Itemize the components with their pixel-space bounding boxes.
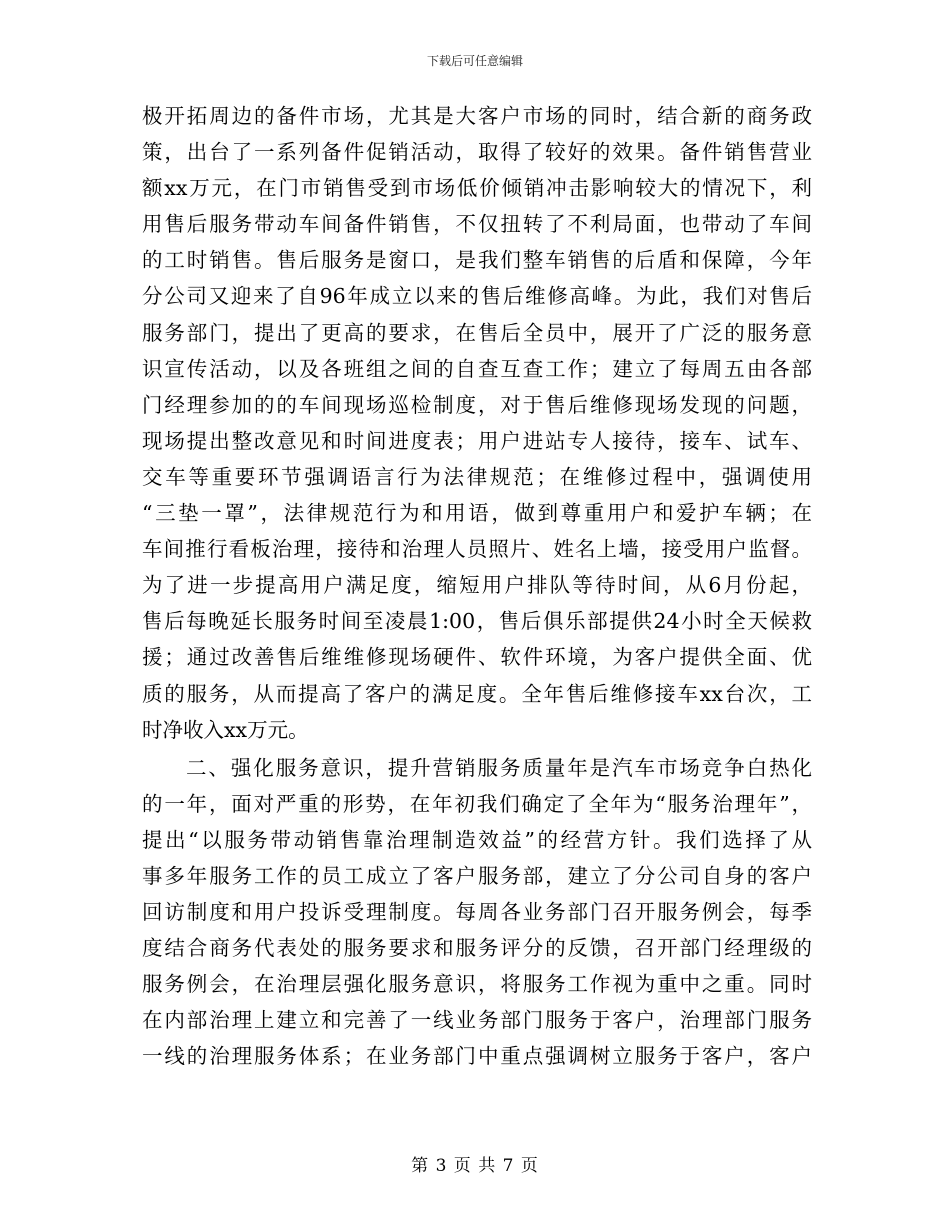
text-line: 在内部治理上建立和完善了一线业务部门服务于客户，治理部门服务 <box>142 1008 812 1033</box>
text-line: 援；通过改善售后维维修现场硬件、软件环境，为客户提供全面、优 <box>142 645 812 670</box>
text-line: 服务部门，提出了更高的要求，在售后全员中，展开了广泛的服务意 <box>142 320 812 345</box>
text-line: “三垫一罩”，法律规范行为和用语，做到尊重用户和爱护车辆；在 <box>142 501 812 526</box>
text-line: 二、强化服务意识，提升营销服务质量年是汽车市场竞争白热化 <box>186 755 812 780</box>
text-line: 售后每晚延长服务时间至凌晨1:00，售后俱乐部提供24小时全天候救 <box>142 609 812 634</box>
text-line: 事多年服务工作的员工成立了客户服务部，建立了分公司自身的客户 <box>142 863 812 888</box>
text-line: 现场提出整改意见和时间进度表；用户进站专人接待，接车、试车、 <box>142 428 812 453</box>
paragraph-2 <box>142 750 812 1075</box>
text-line: 车间推行看板治理，接待和治理人员照片、姓名上墙，接受用户监督。 <box>142 537 812 562</box>
text-line: 交车等重要环节强调语言行为法律规范；在维修过程中，强调使用 <box>142 464 812 489</box>
text-line: 门经理参加的的车间现场巡检制度，对于售后维修现场发现的问题， <box>142 392 812 417</box>
text-line: 提出“以服务带动销售靠治理制造效益”的经营方针。我们选择了从 <box>142 827 812 852</box>
text-line: 用售后服务带动车间备件销售，不仅扭转了不利局面，也带动了车间 <box>142 212 812 237</box>
paragraph-1 <box>142 98 812 748</box>
text-line: 回访制度和用户投诉受理制度。每周各业务部门召开服务例会，每季 <box>142 900 812 925</box>
text-line: 服务例会，在治理层强化服务意识，将服务工作视为重中之重。同时 <box>142 972 812 997</box>
text-line: 一线的治理服务体系；在业务部门中重点强调树立服务于客户，客户 <box>142 1044 812 1069</box>
text-line: 的一年，面对严重的形势，在年初我们确定了全年为“服务治理年”， <box>142 791 812 816</box>
text-line: 策，出台了一系列备件促销活动，取得了较好的效果。备件销售营业 <box>142 140 812 165</box>
text-line: 识宣传活动，以及各班组之间的自查互查工作；建立了每周五由各部 <box>142 356 812 381</box>
text-line: 额xx万元，在门市销售受到市场低价倾销冲击影响较大的情况下，利 <box>142 176 812 201</box>
page-header: 下载后可任意编辑 <box>426 54 523 68</box>
text-line: 分公司又迎来了自96年成立以来的售后维修高峰。为此，我们对售后 <box>142 284 812 309</box>
text-line: 度结合商务代表处的服务要求和服务评分的反馈，召开部门经理级的 <box>142 936 812 961</box>
text-line: 质的服务，从而提高了客户的满足度。全年售后维修接车xx台次，工 <box>142 681 812 706</box>
text-line: 极开拓周边的备件市场，尤其是大客户市场的同时，结合新的商务政 <box>142 104 812 128</box>
page-number: 第 3 页 共 7 页 <box>411 1156 539 1176</box>
document-body <box>142 98 812 1075</box>
text-line: 时净收入xx万元。 <box>142 717 309 742</box>
text-line: 的工时销售。售后服务是窗口，是我们整车销售的后盾和保障，今年 <box>142 248 812 273</box>
text-line: 为了进一步提高用户满足度，缩短用户排队等待时间，从6月份起， <box>142 573 812 598</box>
